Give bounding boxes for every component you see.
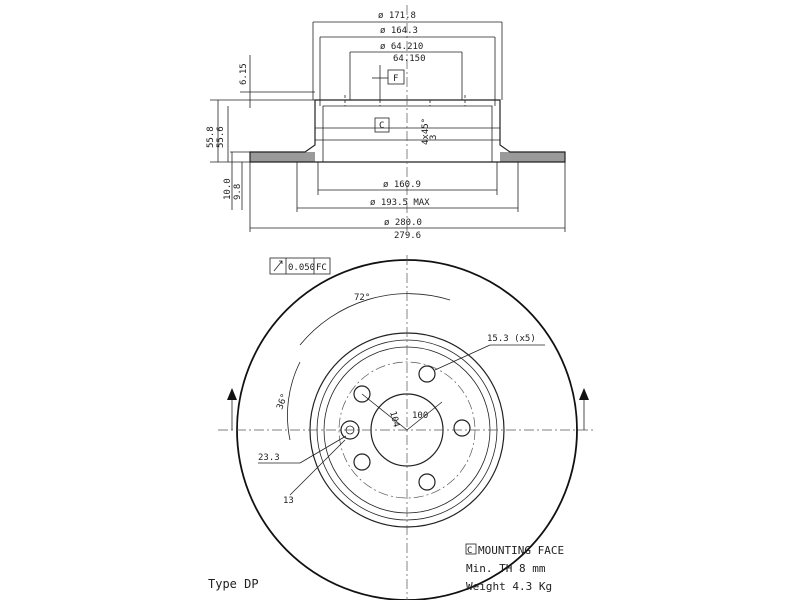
runout-arrow-icon <box>274 261 282 271</box>
disc-flange-right <box>500 152 565 162</box>
section-arrow-left-icon <box>227 388 237 400</box>
tolerance-ref: FC <box>316 263 327 273</box>
dimensions-bottom <box>250 162 565 241</box>
dim-flange-height: 6.15 <box>239 63 249 85</box>
dim-outer-hat: ø 171.8 <box>378 11 416 21</box>
type-label: Type DP <box>208 577 259 591</box>
dim-small: 23.3 <box>258 453 280 463</box>
dimensions-top <box>313 11 502 145</box>
dim-pcd: 104 <box>387 410 401 429</box>
dim-disc-thickness-2: 9.8 <box>233 183 243 200</box>
dim-total-height-2: 55.6 <box>216 126 226 148</box>
section-arrow-right-icon <box>579 388 589 400</box>
dim-hat-inner: ø 164.3 <box>380 26 418 36</box>
hat-inner <box>323 106 492 162</box>
label-f: F <box>393 74 399 84</box>
tolerance-frame <box>270 258 330 274</box>
dim-outer-1: ø 280.0 <box>384 218 422 228</box>
bolt-holes <box>341 366 470 490</box>
side-view <box>206 5 565 274</box>
dim-total-height-1: 55.8 <box>206 126 216 148</box>
angle-arc-36 <box>287 362 300 440</box>
dim-chamfer: 4x45° <box>421 117 431 145</box>
dim-13: 13 <box>283 496 294 506</box>
disc-flange-left <box>250 152 315 162</box>
dim-max: ø 193.5 MAX <box>370 198 430 208</box>
bolt-hole <box>454 420 470 436</box>
dim-inner: ø 160.9 <box>383 180 421 190</box>
bolt-hole <box>419 474 435 490</box>
mounting-face: MOUNTING FACE <box>478 544 565 557</box>
dim-angle: 72° <box>354 293 371 303</box>
dim-hub-top: ø 64.210 <box>380 42 424 52</box>
dim-disc-thickness-1: 10.0 <box>223 178 233 200</box>
weight: Weight 4.3 Kg <box>466 580 553 593</box>
angle-arc-72 <box>300 294 450 345</box>
dim-outer-2: 279.6 <box>394 231 422 241</box>
tolerance-value: 0.050 <box>288 263 316 273</box>
dim-angle-2: 36° <box>275 392 291 412</box>
bolt-hole <box>419 366 435 382</box>
bolt-hole <box>354 454 370 470</box>
dim-pcd-2: 100 <box>412 411 429 421</box>
dim-hub-bottom: 64.150 <box>393 54 426 64</box>
label-c: C <box>379 121 385 131</box>
mounting-face-prefix: C <box>467 546 473 556</box>
min-thickness: Min. TH 8 mm <box>466 562 546 575</box>
dimensions-left <box>206 55 315 210</box>
dim-chamfer-2: 3 <box>429 134 439 140</box>
dim-holes: 15.3 (x5) <box>487 334 536 344</box>
notes <box>208 544 564 593</box>
